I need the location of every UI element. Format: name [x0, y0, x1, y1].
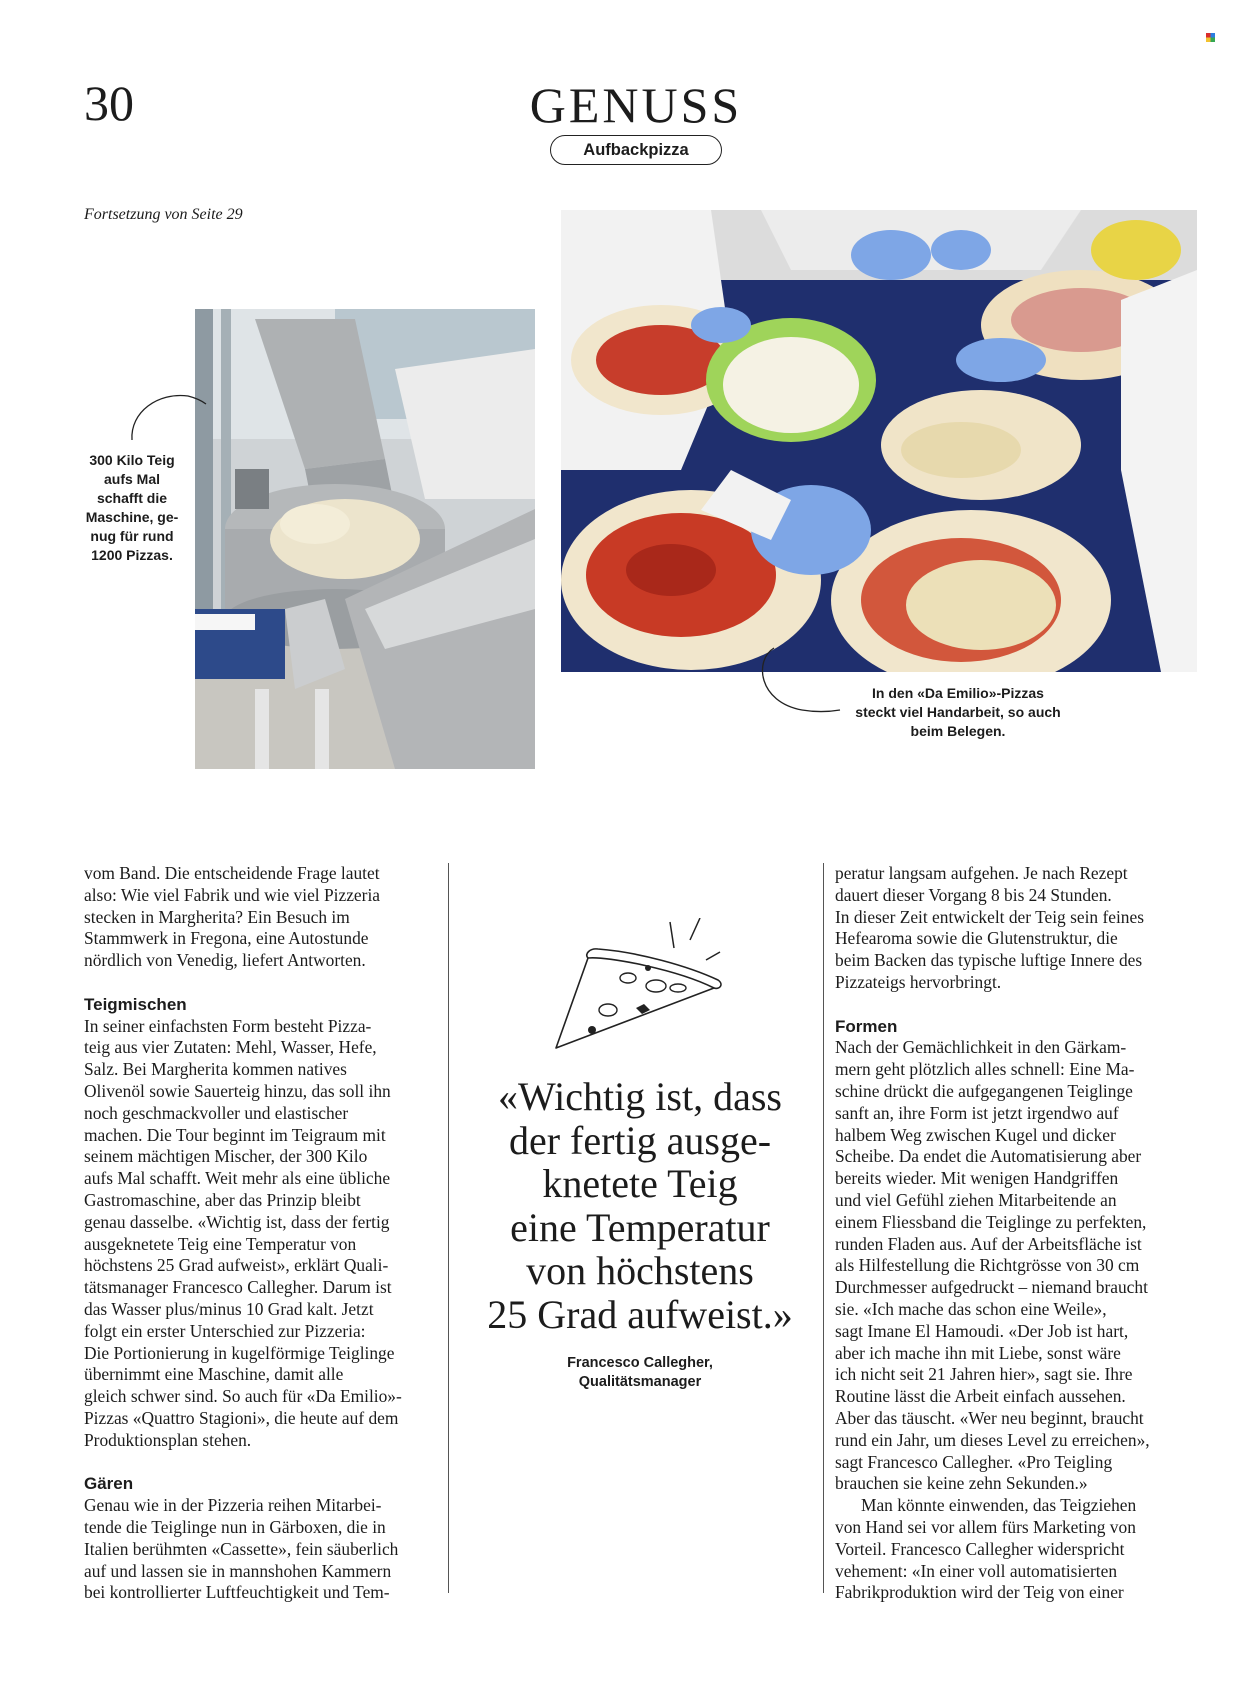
body-line: Aber das täuscht. «Wer neu beginnt, braucht: [835, 1407, 1144, 1428]
body-line: also: Wie viel Fabrik und wie viel Pizzeria: [84, 884, 380, 905]
body-line: als Hilfestellung die Richtgrösse von 30 cm: [835, 1255, 1140, 1276]
column-divider-left: [448, 863, 449, 1593]
body-line: bereits wieder. Mit wenigen Handgriffen: [835, 1168, 1119, 1189]
body-line: vehement: «In einer voll automatisierten: [835, 1560, 1118, 1581]
body-line: tende die Teiglinge nun in Gärboxen, die in: [84, 1516, 386, 1537]
body-line: Stammwerk in Fregona, eine Autostunde: [84, 928, 369, 949]
body-line: Genau wie in der Pizzeria reihen Mitarbei-: [84, 1495, 382, 1516]
body-line: Scheibe. Da endet die Automatisierung aber: [835, 1146, 1142, 1167]
body-line: aber ich mache ihn mit Liebe, sonst wäre: [835, 1342, 1121, 1363]
body-line: halbem Weg zwischen Kugel und dicker: [835, 1124, 1116, 1145]
body-line: Olivenöl sowie Sauerteig hinzu, das soll ihn: [84, 1080, 391, 1101]
body-line: folgt ein erster Unterschied zur Pizzeria:: [84, 1320, 366, 1341]
body-line: höchstens 25 Grad aufweist», erklärt Quali-: [84, 1255, 389, 1276]
body-line: übernimmt eine Maschine, damit alle: [84, 1364, 344, 1385]
body-line: sagt Imane El Hamoudi. «Der Job ist hart,: [835, 1320, 1129, 1341]
body-line: Hefearoma sowie die Glutenstruktur, die: [835, 928, 1118, 949]
body-line: peratur langsam aufgehen. Je nach Rezept: [835, 863, 1128, 883]
body-line: ich nicht seit 21 Jahren hier», sagt sie. Ihre: [835, 1364, 1133, 1385]
mixer-photo: [195, 309, 535, 769]
article-column-1: [84, 863, 444, 1604]
subheading-teigmischen: Teigmischen: [84, 994, 187, 1014]
body-line: nördlich von Venedig, liefert Antworten.: [84, 950, 366, 971]
body-line: Gastromaschine, aber das Prinzip bleibt: [84, 1189, 361, 1210]
body-line: Nach der Gemächlichkeit in den Gärkam-: [835, 1037, 1127, 1058]
body-line: Die Portionierung in kugelförmige Teiglinge: [84, 1342, 395, 1363]
body-line: vom Band. Die entscheidende Frage lautet: [84, 863, 380, 883]
body-line: rund ein Jahr, um dieses Level zu erreichen»,: [835, 1429, 1150, 1450]
subheading-gaeren: Gären: [84, 1474, 134, 1494]
body-line: Salz. Bei Margherita kommen natives: [84, 1059, 347, 1080]
body-line: In dieser Zeit entwickelt der Teig sein feines: [835, 906, 1144, 927]
body-line: Routine lässt die Arbeit einfach aussehen.: [835, 1386, 1126, 1407]
body-line: Fabrikproduktion wird der Teig von einer: [835, 1582, 1124, 1603]
body-line: mern geht plötzlich alles schnell: Eine Ma-: [835, 1059, 1135, 1080]
body-line: bei kontrollierter Luftfeuchtigkeit und Tem-: [84, 1582, 390, 1603]
body-line: und viel Gefühl ziehen Mitarbeitende an: [835, 1189, 1117, 1210]
continuation-note: Fortsetzung von Seite 29: [84, 206, 243, 223]
body-line: einem Fliessband die Teiglinge zu perfekten,: [835, 1211, 1147, 1232]
body-line: aufs Mal schafft. Weit mehr als eine übliche: [84, 1168, 391, 1189]
body-line: von Hand sei vor allem fürs Marketing von: [835, 1516, 1136, 1537]
page-number: 30: [84, 75, 134, 131]
body-line: tätsmanager Francesco Callegher. Darum ist: [84, 1277, 392, 1298]
body-line: Pizzateigs hervorbringt.: [835, 971, 1002, 992]
body-line: dauert dieser Vorgang 8 bis 24 Stunden.: [835, 884, 1112, 905]
body-line: gleich schwer sind. So auch für «Da Emilio»-: [84, 1386, 402, 1407]
body-line: sanft an, ihre Form ist jetzt irgendwo auf: [835, 1102, 1119, 1123]
body-line: genau dasselbe. «Wichtig ist, dass der fertig: [84, 1211, 390, 1232]
topic-label: Aufbackpizza: [550, 135, 722, 165]
mixer-caption: 300 Kilo Teig aufs Mal schafft die Maschine, ge- nug für rund 1200 Pizzas.: [85, 452, 179, 563]
pull-quote: «Wichtig ist, dass der fertig ausge- knetete Teig eine Temperatur von höchstens 25 Grad aufweist.»: [487, 1074, 793, 1337]
body-line: brauchen sie keine zehn Sekunden.»: [835, 1473, 1088, 1494]
column-divider-right: [823, 863, 824, 1593]
body-line: schine drückt die aufgegangenen Teiglinge: [835, 1080, 1133, 1101]
body-line: Man könnte einwenden, das Teigziehen: [861, 1495, 1137, 1516]
body-line: ausgeknetete Teig eine Temperatur von: [84, 1233, 357, 1254]
body-line: teig aus vier Zutaten: Mehl, Wasser, Hefe,: [84, 1037, 377, 1058]
body-line: das Wasser plus/minus 10 Grad kalt. Jetzt: [84, 1298, 374, 1319]
body-line: machen. Die Tour beginnt im Teigraum mit: [84, 1124, 386, 1145]
topping-photo: [561, 210, 1197, 672]
body-line: Vorteil. Francesco Callegher widerspricht: [835, 1538, 1125, 1559]
body-line: beim Backen das typische luftige Innere des: [835, 950, 1143, 971]
color-registration-mark: [1206, 33, 1215, 42]
body-line: stecken in Margherita? Ein Besuch im: [84, 906, 350, 927]
pizza-slice-illustration: [548, 918, 738, 1058]
body-line: Pizzas «Quattro Stagioni», die heute auf dem: [84, 1407, 399, 1428]
pull-quote-attribution: Francesco Callegher, Qualitätsmanager: [567, 1355, 713, 1390]
body-line: Produktionsplan stehen.: [84, 1429, 252, 1450]
subheading-formen: Formen: [835, 1016, 898, 1036]
body-line: noch geschmackvoller und elastischer: [84, 1102, 349, 1123]
body-line: seinem mächtigen Mischer, der 300 Kilo: [84, 1146, 368, 1167]
body-line: Italien berühmten «Cassette», fein säuberlich: [84, 1538, 399, 1559]
body-line: sie. «Ich mache das schon eine Weile»,: [835, 1298, 1107, 1319]
body-line: Durchmesser aufgedruckt – niemand braucht: [835, 1277, 1148, 1298]
body-line: runden Fladen aus. Auf der Arbeitsfläche ist: [835, 1233, 1142, 1254]
mixer-caption-pointer: [128, 392, 208, 442]
article-column-3: [835, 863, 1205, 1604]
topping-caption: In den «Da Emilio»-Pizzas steckt viel Handarbeit, so auch beim Belegen.: [855, 685, 1061, 739]
body-line: sagt Francesco Callegher. «Pro Teigling: [835, 1451, 1113, 1472]
body-line: In seiner einfachsten Form besteht Pizza-: [84, 1015, 372, 1036]
section-title: GENUSS: [529, 77, 743, 133]
body-line: auf und lassen sie in mannshohen Kammern: [84, 1560, 392, 1581]
